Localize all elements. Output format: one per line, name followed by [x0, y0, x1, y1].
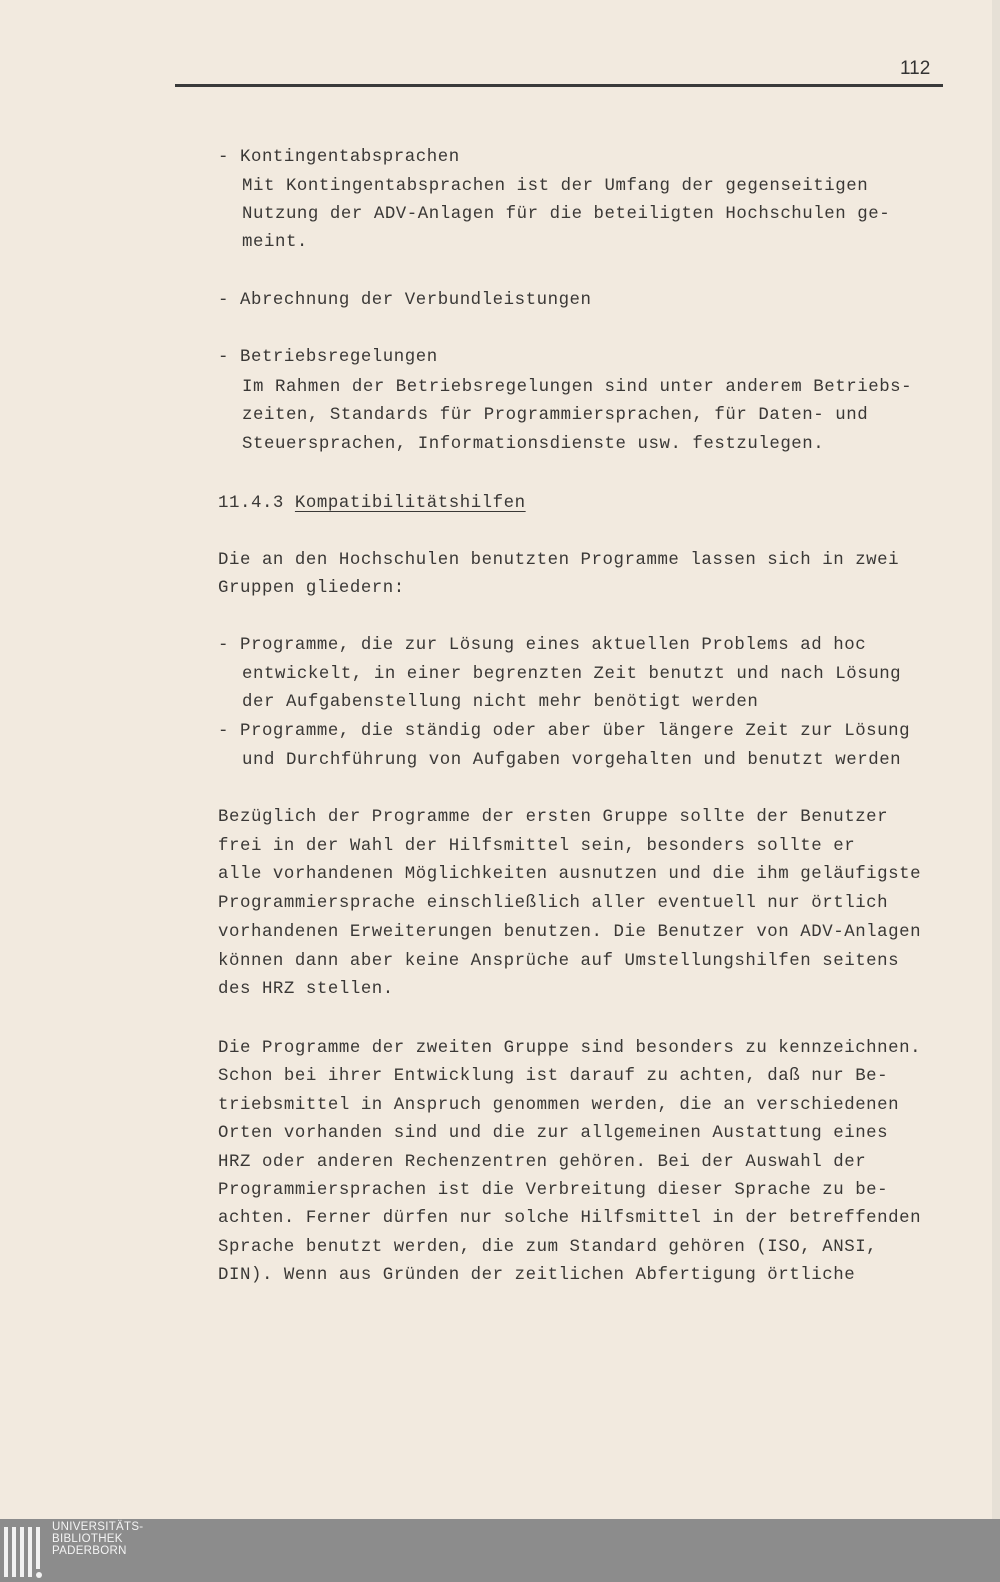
- paragraph-line: frei in der Wahl der Hilfsmittel sein, besonders sollte er: [218, 837, 856, 856]
- logo-bar: [4, 1527, 8, 1577]
- list-item-text: und Durchführung von Aufgaben vorgehalten und benutzt werden: [242, 751, 902, 770]
- list-item-text: Im Rahmen der Betriebsregelungen sind unter anderem Betriebs-: [242, 378, 913, 397]
- paragraph-line: können dann aber keine Ansprüche auf Umstellungshilfen seitens: [218, 952, 900, 971]
- page-number: 112: [900, 58, 931, 79]
- list-item-title: - Abrechnung der Verbundleistungen: [218, 291, 592, 310]
- library-footer: [0, 1519, 1000, 1582]
- paragraph-line: Orten vorhanden sind und die zur allgemeinen Austattung eines: [218, 1124, 889, 1143]
- paragraph-line: alle vorhandenen Möglichkeiten ausnutzen und die ihm geläufigste: [218, 865, 922, 884]
- paragraph-line: triebsmittel in Anspruch genommen werden, die an verschiedenen: [218, 1096, 900, 1115]
- paragraph-line: Gruppen gliedern:: [218, 579, 405, 598]
- library-name-line: UNIVERSITÄTS-: [52, 1521, 144, 1533]
- logo-bar: [20, 1527, 24, 1577]
- section-heading: [218, 494, 526, 514]
- paragraph-line: Sprache benutzt werden, die zum Standard gehören (ISO, ANSI,: [218, 1238, 878, 1257]
- paragraph-line: HRZ oder anderen Rechenzentren gehören. Bei der Auswahl der: [218, 1153, 867, 1172]
- list-item-title: - Betriebsregelungen: [218, 348, 438, 367]
- list-item-text: Mit Kontingentabsprachen ist der Umfang der gegenseitigen: [242, 177, 869, 196]
- logo-bar: [12, 1527, 16, 1577]
- paragraph-line: Schon bei ihrer Entwicklung ist darauf zu achten, daß nur Be-: [218, 1067, 889, 1086]
- logo-dot: [36, 1572, 42, 1578]
- paragraph-line: Bezüglich der Programme der ersten Gruppe sollte der Benutzer: [218, 808, 889, 827]
- library-name-line: BIBLIOTHEK: [52, 1533, 123, 1545]
- list-item-text: Nutzung der ADV-Anlagen für die beteiligten Hochschulen ge-: [242, 205, 891, 224]
- section-number: 11.4.3: [218, 494, 284, 513]
- list-item-text: der Aufgabenstellung nicht mehr benötigt werden: [242, 693, 759, 712]
- paragraph-line: des HRZ stellen.: [218, 980, 394, 999]
- library-name-line: PADERBORN: [52, 1545, 127, 1557]
- page-edge: [992, 0, 1000, 1532]
- list-item-text: - Programme, die zur Lösung eines aktuellen Problems ad hoc: [218, 636, 867, 655]
- logo-bar: [28, 1527, 32, 1577]
- list-item-title: - Kontingentabsprachen: [218, 148, 460, 167]
- paragraph-line: achten. Ferner dürfen nur solche Hilfsmittel in der betreffenden: [218, 1209, 922, 1228]
- paragraph-line: DIN). Wenn aus Gründen der zeitlichen Abfertigung örtliche: [218, 1266, 856, 1285]
- paragraph-line: Die Programme der zweiten Gruppe sind besonders zu kennzeichnen.: [218, 1039, 922, 1058]
- list-item-text: entwickelt, in einer begrenzten Zeit benutzt und nach Lösung: [242, 665, 902, 684]
- paragraph-line: vorhandenen Erweiterungen benutzen. Die Benutzer von ADV-Anlagen: [218, 923, 922, 942]
- paragraph-line: Programmiersprache einschließlich aller eventuell nur örtlich: [218, 894, 889, 913]
- paragraph-line: Die an den Hochschulen benutzten Programme lassen sich in zwei: [218, 551, 900, 570]
- header-rule: [175, 84, 943, 87]
- section-title: Kompatibilitätshilfen: [294, 494, 526, 513]
- logo-bar: [36, 1527, 40, 1569]
- list-item-text: Steuersprachen, Informationsdienste usw. festzulegen.: [242, 435, 825, 454]
- list-item-text: - Programme, die ständig oder aber über längere Zeit zur Lösung: [218, 722, 911, 741]
- list-item-text: meint.: [242, 233, 308, 252]
- list-item-text: zeiten, Standards für Programmiersprachen, für Daten- und: [242, 406, 869, 425]
- paragraph-line: Programmiersprachen ist die Verbreitung dieser Sprache zu be-: [218, 1181, 889, 1200]
